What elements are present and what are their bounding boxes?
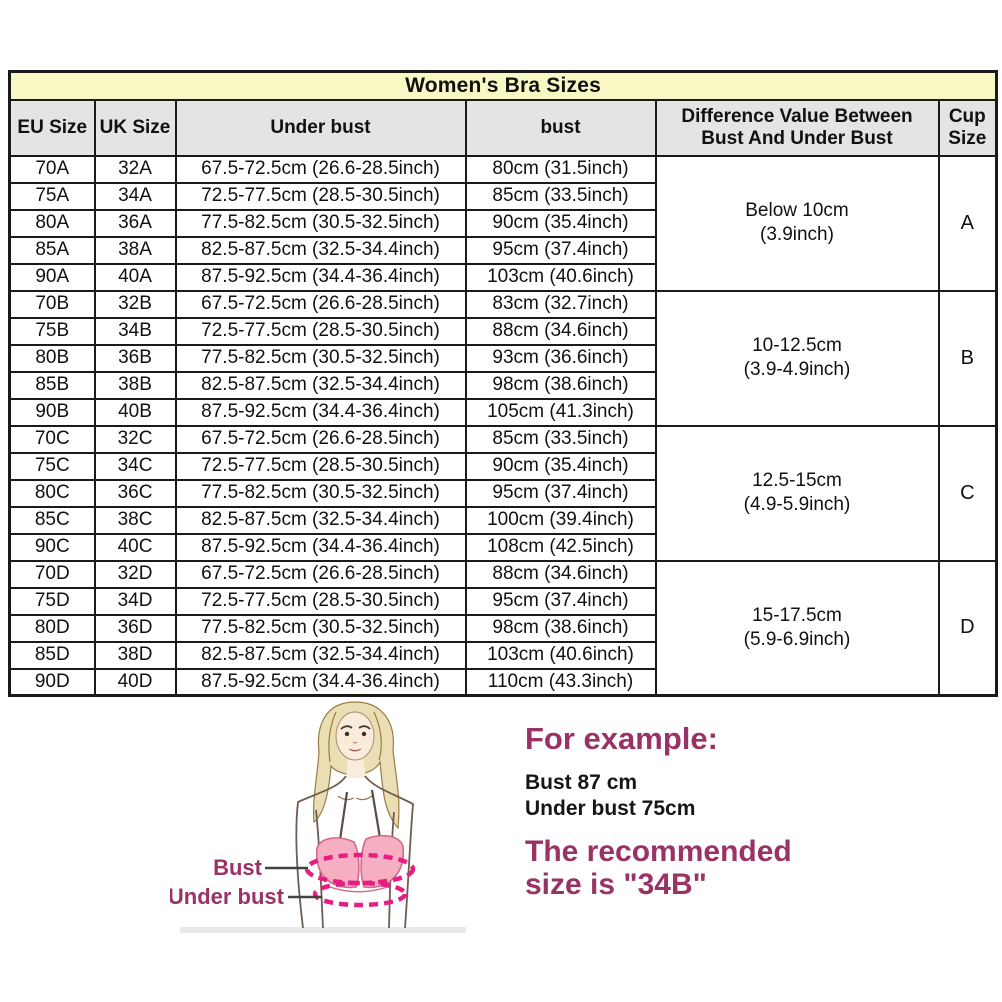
table-cell: 36C — [95, 480, 176, 507]
collarbones — [338, 796, 372, 800]
table-cell: 80D — [10, 615, 95, 642]
table-cell: 34D — [95, 588, 176, 615]
table-cell: 70D — [10, 561, 95, 588]
table-cell: 85cm (33.5inch) — [466, 183, 656, 210]
table-cell: 103cm (40.6inch) — [466, 264, 656, 291]
table-cell: 82.5-87.5cm (32.5-34.4inch) — [176, 507, 466, 534]
right-eye — [362, 732, 366, 736]
table-cell: 67.5-72.5cm (26.6-28.5inch) — [176, 561, 466, 588]
example-block — [525, 722, 995, 902]
table-cell: 88cm (34.6inch) — [466, 561, 656, 588]
difference-cell: 10-12.5cm (3.9-4.9inch) — [656, 291, 939, 426]
table-cell: 95cm (37.4inch) — [466, 237, 656, 264]
table-cell: 90C — [10, 534, 95, 561]
bust-label: Bust — [213, 855, 262, 880]
woman-sketch — [170, 696, 490, 940]
table-cell: 90D — [10, 669, 95, 696]
col-header-bust: bust — [466, 100, 656, 156]
table-cell: 82.5-87.5cm (32.5-34.4inch) — [176, 372, 466, 399]
table-cell: 87.5-92.5cm (34.4-36.4inch) — [176, 669, 466, 696]
table-cell: 77.5-82.5cm (30.5-32.5inch) — [176, 345, 466, 372]
table-cell: 34C — [95, 453, 176, 480]
table-cell: 32C — [95, 426, 176, 453]
measurement-illustration — [170, 696, 490, 940]
table-cell: 90A — [10, 264, 95, 291]
table-cell: 105cm (41.3inch) — [466, 399, 656, 426]
table-title-row — [10, 72, 997, 100]
table-cell: 70B — [10, 291, 95, 318]
table-cell: 100cm (39.4inch) — [466, 507, 656, 534]
table-cell: 75D — [10, 588, 95, 615]
table-cell: 85D — [10, 642, 95, 669]
difference-cell: 15-17.5cm (5.9-6.9inch) — [656, 561, 939, 696]
table-cell: 32A — [95, 156, 176, 183]
table-cell: 40D — [95, 669, 176, 696]
table-cell: 75B — [10, 318, 95, 345]
table-cell: 77.5-82.5cm (30.5-32.5inch) — [176, 615, 466, 642]
example-under-bust-line: Under bust 75cm — [525, 797, 696, 821]
table-cell: 85B — [10, 372, 95, 399]
table-cell: 98cm (38.6inch) — [466, 372, 656, 399]
table-cell: 67.5-72.5cm (26.6-28.5inch) — [176, 291, 466, 318]
table-cell: 67.5-72.5cm (26.6-28.5inch) — [176, 426, 466, 453]
table-cell: 87.5-92.5cm (34.4-36.4inch) — [176, 264, 466, 291]
table-cell: 67.5-72.5cm (26.6-28.5inch) — [176, 156, 466, 183]
example-bust-line: Bust 87 cm — [525, 771, 638, 795]
table-cell: 40A — [95, 264, 176, 291]
table-cell: 36D — [95, 615, 176, 642]
col-header-uk-size: UK Size — [95, 100, 176, 156]
table-cell: 80B — [10, 345, 95, 372]
size-table-body — [10, 156, 997, 696]
table-header-row — [10, 100, 997, 156]
table-cell: 110cm (43.3inch) — [466, 669, 656, 696]
under-bust-measure-ellipse — [315, 883, 405, 905]
table-cell: 38A — [95, 237, 176, 264]
table-cell: 34B — [95, 318, 176, 345]
table-cell: 40B — [95, 399, 176, 426]
table-cell: 83cm (32.7inch) — [466, 291, 656, 318]
table-cell: 72.5-77.5cm (28.5-30.5inch) — [176, 453, 466, 480]
recommendation-line-2: size is "34B" — [525, 868, 707, 902]
col-header-difference: Difference Value Between Bust And Under Bust — [656, 100, 939, 156]
table-cell: 38C — [95, 507, 176, 534]
table-cell: 90B — [10, 399, 95, 426]
table-row — [10, 156, 997, 183]
table-cell: 40C — [95, 534, 176, 561]
table-row — [10, 426, 997, 453]
table-cell: 36B — [95, 345, 176, 372]
cup-size-cell: A — [939, 156, 997, 291]
table-cell: 90cm (35.4inch) — [466, 210, 656, 237]
table-cell: 103cm (40.6inch) — [466, 642, 656, 669]
table-cell: 34A — [95, 183, 176, 210]
table-cell: 82.5-87.5cm (32.5-34.4inch) — [176, 642, 466, 669]
table-cell: 87.5-92.5cm (34.4-36.4inch) — [176, 534, 466, 561]
bra-straps — [340, 790, 380, 840]
table-cell: 85C — [10, 507, 95, 534]
face — [336, 712, 374, 760]
table-cell: 70A — [10, 156, 95, 183]
difference-cell: Below 10cm (3.9inch) — [656, 156, 939, 291]
table-cell: 36A — [95, 210, 176, 237]
table-cell: 93cm (36.6inch) — [466, 345, 656, 372]
table-cell: 38D — [95, 642, 176, 669]
table-cell: 98cm (38.6inch) — [466, 615, 656, 642]
recommendation-line-1: The recommended — [525, 834, 792, 868]
table-cell: 32B — [95, 291, 176, 318]
table-cell: 85A — [10, 237, 95, 264]
difference-cell: 12.5-15cm (4.9-5.9inch) — [656, 426, 939, 561]
table-cell: 72.5-77.5cm (28.5-30.5inch) — [176, 588, 466, 615]
col-header-under-bust: Under bust — [176, 100, 466, 156]
table-cell: 75C — [10, 453, 95, 480]
table-cell: 90cm (35.4inch) — [466, 453, 656, 480]
bra-size-table — [8, 70, 998, 697]
table-cell: 70C — [10, 426, 95, 453]
under-bust-label: Under bust — [170, 884, 284, 909]
table-cell: 72.5-77.5cm (28.5-30.5inch) — [176, 183, 466, 210]
left-eye — [345, 732, 349, 736]
table-cell: 95cm (37.4inch) — [466, 588, 656, 615]
cup-size-cell: D — [939, 561, 997, 696]
table-cell: 77.5-82.5cm (30.5-32.5inch) — [176, 210, 466, 237]
table-row — [10, 561, 997, 588]
col-header-eu-size: EU Size — [10, 100, 95, 156]
table-cell: 80C — [10, 480, 95, 507]
table-cell: 72.5-77.5cm (28.5-30.5inch) — [176, 318, 466, 345]
example-heading: For example: — [525, 721, 718, 756]
table-title: Women's Bra Sizes — [10, 72, 997, 100]
table-cell: 85cm (33.5inch) — [466, 426, 656, 453]
table-cell: 75A — [10, 183, 95, 210]
table-cell: 108cm (42.5inch) — [466, 534, 656, 561]
table-cell: 32D — [95, 561, 176, 588]
table-cell: 95cm (37.4inch) — [466, 480, 656, 507]
cup-size-cell: C — [939, 426, 997, 561]
cup-size-cell: B — [939, 291, 997, 426]
table-cell: 38B — [95, 372, 176, 399]
table-cell: 77.5-82.5cm (30.5-32.5inch) — [176, 480, 466, 507]
table-row — [10, 291, 997, 318]
table-cell: 82.5-87.5cm (32.5-34.4inch) — [176, 237, 466, 264]
table-cell: 80cm (31.5inch) — [466, 156, 656, 183]
table-cell: 88cm (34.6inch) — [466, 318, 656, 345]
col-header-cup-size: Cup Size — [939, 100, 997, 156]
table-cell: 80A — [10, 210, 95, 237]
table-cell: 87.5-92.5cm (34.4-36.4inch) — [176, 399, 466, 426]
